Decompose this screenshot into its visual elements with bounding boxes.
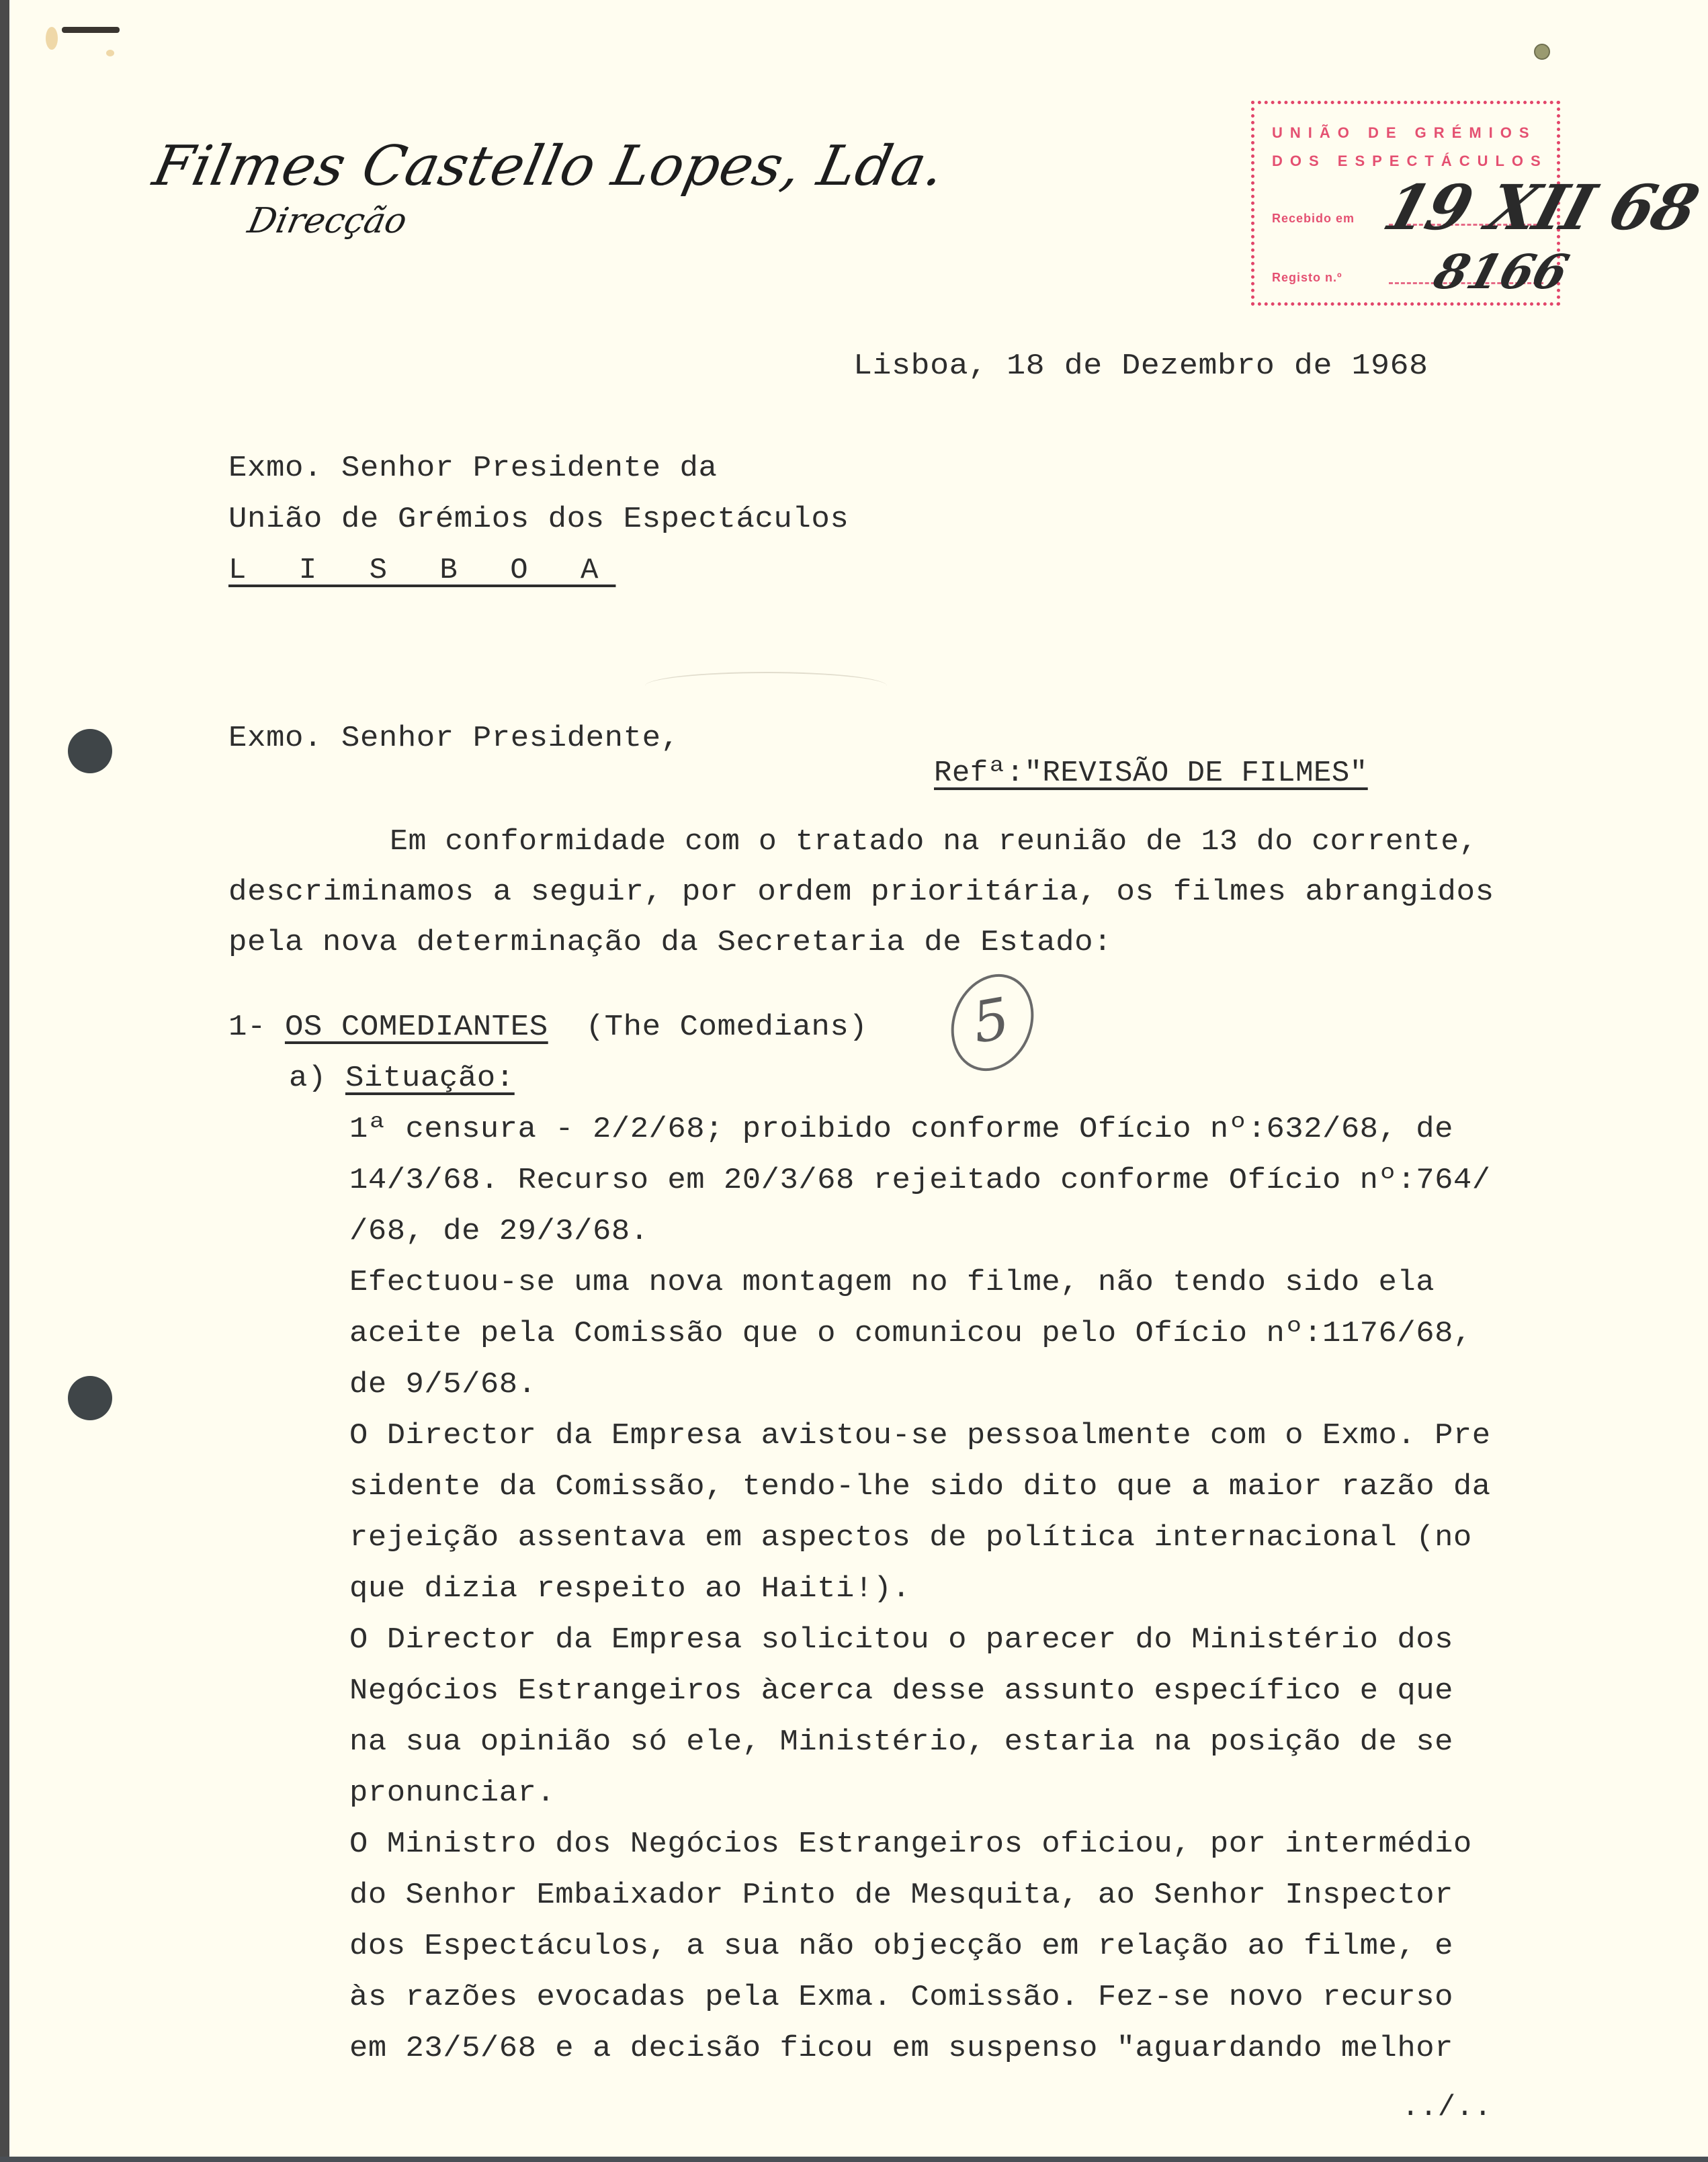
- body-line: sidente da Comissão, tendo-lhe sido dito que a maior razão da: [349, 1470, 1491, 1504]
- paper-spot: [1534, 44, 1550, 60]
- stamp-organization-line2: DOS ESPECTÁCULOS: [1272, 153, 1548, 169]
- stamp-register-label: Registo n.º: [1272, 271, 1342, 284]
- rust-stain: [106, 50, 114, 56]
- body-line: O Director da Empresa solicitou o parecer do Ministério dos: [349, 1623, 1453, 1657]
- body-line: do Senhor Embaixador Pinto de Mesquita, ao Senhor Inspector: [349, 1878, 1453, 1912]
- intro-line: Em conformidade com o tratado na reunião de 13 do corrente,: [390, 825, 1478, 859]
- recipient-city: L I S B O A: [228, 554, 616, 587]
- company-name: Filmes Castello Lopes, Lda.: [147, 134, 951, 198]
- punch-hole-lower: [68, 1376, 112, 1420]
- body-line: dos Espectáculos, a sua não objecção em relação ao filme, e: [349, 1930, 1453, 1963]
- body-line: /68, de 29/3/68.: [349, 1215, 649, 1248]
- handwritten-annotation: 5: [967, 985, 1015, 1056]
- body-line: O Director da Empresa avistou-se pessoalmente com o Exmo. Pre: [349, 1419, 1491, 1453]
- body-line: aceite pela Comissão que o comunicou pelo Ofício nº:1176/68,: [349, 1317, 1472, 1350]
- subsection-heading: [289, 1062, 515, 1095]
- salutation: Exmo. Senhor Presidente,: [228, 722, 680, 755]
- body-line: 14/3/68. Recurso em 20/3/68 rejeitado conforme Ofício nº:764/: [349, 1164, 1491, 1197]
- body-line: Efectuou-se uma nova montagem no filme, não tendo sido ela: [349, 1266, 1435, 1299]
- stamp-received-date: 19 XII 68: [1375, 171, 1706, 244]
- paper-fold: [645, 672, 887, 700]
- staple-mark: [62, 27, 120, 33]
- intro-line: pela nova determinação da Secretaria de Estado:: [228, 926, 1113, 959]
- stamp-organization-line1: UNIÃO DE GRÉMIOS: [1272, 124, 1537, 141]
- body-line: de 9/5/68.: [349, 1368, 537, 1401]
- body-line: 1ª censura - 2/2/68; proibido conforme Ofício nº:632/68, de: [349, 1113, 1453, 1146]
- scan-edge-left: [0, 0, 9, 2162]
- body-line: Negócios Estrangeiros àcerca desse assunto específico e que: [349, 1674, 1453, 1708]
- body-line: rejeição assentava em aspectos de política internacional (no: [349, 1521, 1472, 1555]
- continuation-mark: ../..: [1402, 2091, 1492, 2124]
- scan-edge-bottom: [0, 2157, 1708, 2162]
- item-number: 1-: [228, 1010, 266, 1044]
- body-line: na sua opinião só ele, Ministério, estaria na posição de se: [349, 1725, 1453, 1759]
- body-line: às razões evocadas pela Exma. Comissão. Fez-se novo recurso: [349, 1981, 1453, 2014]
- body-line: O Ministro dos Negócios Estrangeiros oficiou, por intermédio: [349, 1827, 1472, 1861]
- rust-stain: [46, 27, 58, 50]
- intro-line: descriminamos a seguir, por ordem prioritária, os filmes abrangidos: [228, 875, 1494, 909]
- recipient-line: Exmo. Senhor Presidente da: [228, 451, 718, 485]
- punch-hole-upper: [68, 729, 112, 773]
- item-original-title: (The Comedians): [585, 1010, 868, 1044]
- subsection-title: Situação:: [345, 1062, 515, 1095]
- department-name: Direcção: [244, 201, 411, 241]
- reference-line: Refª:"REVISÃO DE FILMES": [934, 756, 1368, 790]
- body-line: que dizia respeito ao Haiti!).: [349, 1572, 911, 1606]
- stamp-register-number: 8166: [1428, 244, 1575, 300]
- subsection-letter: a): [289, 1062, 327, 1095]
- stamp-received-label: Recebido em: [1272, 212, 1355, 225]
- reception-stamp: [1251, 101, 1706, 306]
- letterhead: [147, 134, 951, 241]
- body-line: pronunciar.: [349, 1776, 556, 1810]
- body-line: em 23/5/68 e a decisão ficou em suspenso "aguardando melhor: [349, 2032, 1453, 2065]
- item-heading: [228, 1010, 867, 1044]
- place-date: Lisboa, 18 de Dezembro de 1968: [853, 349, 1428, 383]
- recipient-line: União de Grémios dos Espectáculos: [228, 503, 849, 536]
- item-title: OS COMEDIANTES: [284, 1010, 548, 1044]
